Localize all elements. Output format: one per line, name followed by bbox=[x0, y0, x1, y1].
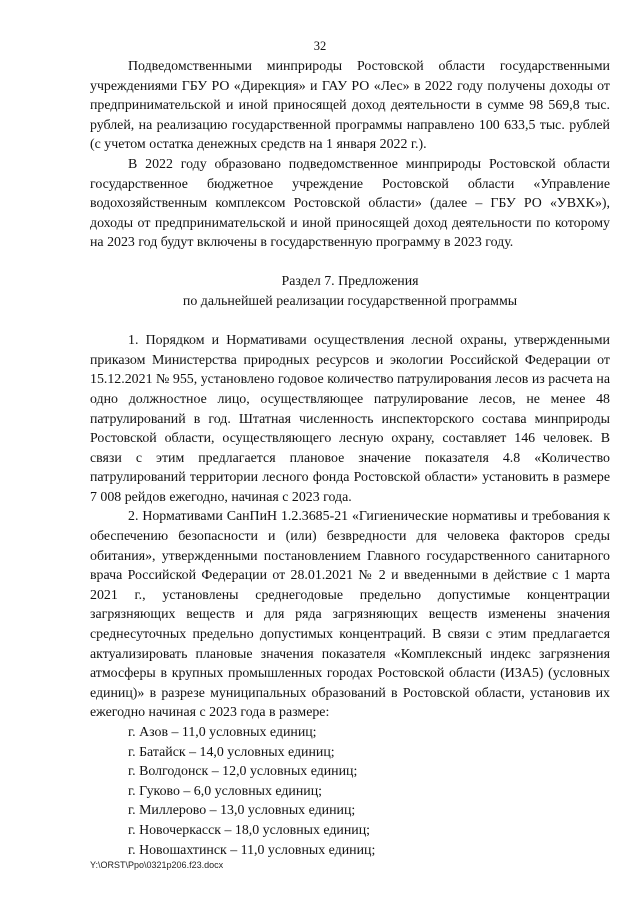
page-number: 32 bbox=[313, 39, 327, 53]
paragraph-new-institution: В 2022 году образовано подведомственное минприроды Ростовской области государственное бюджетное учреждение Ростовской области «Управление водохозяйственным комплексом Ростовской области» (далее – ГБУ РО «УВХК»), доходы от предпринимательской и иной приносящей доход деятельности по которому на 2023 год будут включены в государственную программу в 2023 году. bbox=[90, 156, 610, 251]
paragraph-revenue: Подведомственными минприроды Ростовской области государственными учреждениями ГБУ РО «Дирекция» и ГАУ РО «Лес» в 2022 году получены доходы от предпринимательской и иной приносящей доход деятельности в сумме 98 569,8 тыс. рублей, на реализацию государственной программы направлено 100 633,5 тыс. рублей (с учетом остатка денежных средств на 1 января 2022 г.). bbox=[90, 59, 610, 153]
paragraph-forest-patrol: 1. Порядком и Нормативами осуществления лесной охраны, утвержденными приказом Министерства природных ресурсов и экологии Российской Федерации от 15.12.2021 № 955, установлено годовое количество патрулирования лесов из расчета на одно должностное лицо, осуществляющее патрулирование лесов, не менее 48 патрулирований в год. Штатная численность инспекторского состава минприроды Ростовской области, осуществляющего лесную охрану, составляет 146 человек. В связи с этим предлагается плановое значение показателя 4.8 «Количество патрулирований территории лесного фонда Ростовской области» установить в размере 7 008 рейдов ежегодно, начиная с 2023 года. bbox=[90, 333, 610, 505]
list-item: г. Батайск – 14,0 условных единиц; bbox=[128, 744, 335, 760]
list-item: г. Гуково – 6,0 условных единиц; bbox=[128, 783, 323, 799]
list-item: г. Волгодонск – 12,0 условных единиц; bbox=[128, 764, 358, 780]
footer-file-path: Y:\ORST\Ppo\0321p206.f23.docx bbox=[90, 860, 224, 870]
list-item: г. Азов – 11,0 условных единиц; bbox=[128, 725, 317, 740]
document-body bbox=[90, 57, 610, 860]
list-item: г. Новошахтинск – 11,0 условных единиц; bbox=[128, 842, 376, 858]
section-subtitle: по дальнейшей реализации государственной программы bbox=[182, 293, 518, 309]
list-item: г. Новочеркасск – 18,0 условных единиц; bbox=[128, 822, 371, 838]
section-title: Раздел 7. Предложения bbox=[281, 273, 419, 289]
city-index-list bbox=[90, 723, 610, 860]
list-item: г. Миллерово – 13,0 условных единиц; bbox=[128, 803, 356, 819]
paragraph-air-pollution: 2. Нормативами СанПиН 1.2.3685-21 «Гигиенические нормативы и требования к обеспечению безопасности и (или) безвредности для человека факторов среды обитания», утвержденными постановлением Главного государственного санитарного врача Российской Федерации от 28.01.2021 № 2 и введенными в действие с 1 марта 2021 г., установлены среднегодовые предельно допустимые концентрации загрязняющих веществ и для ряда загрязняющих веществ изменены значения среднесуточных предельно допустимых концентраций. В связи с этим предлагается актуализировать плановые значения показателя «Комплексный индекс загрязнения атмосферы в крупных промышленных городах Ростовской области (ИЗА5) (условных единиц)» в разрезе муниципальных образований в Ростовской области, установив их ежегодно начиная с 2023 года в размере: bbox=[90, 509, 610, 721]
